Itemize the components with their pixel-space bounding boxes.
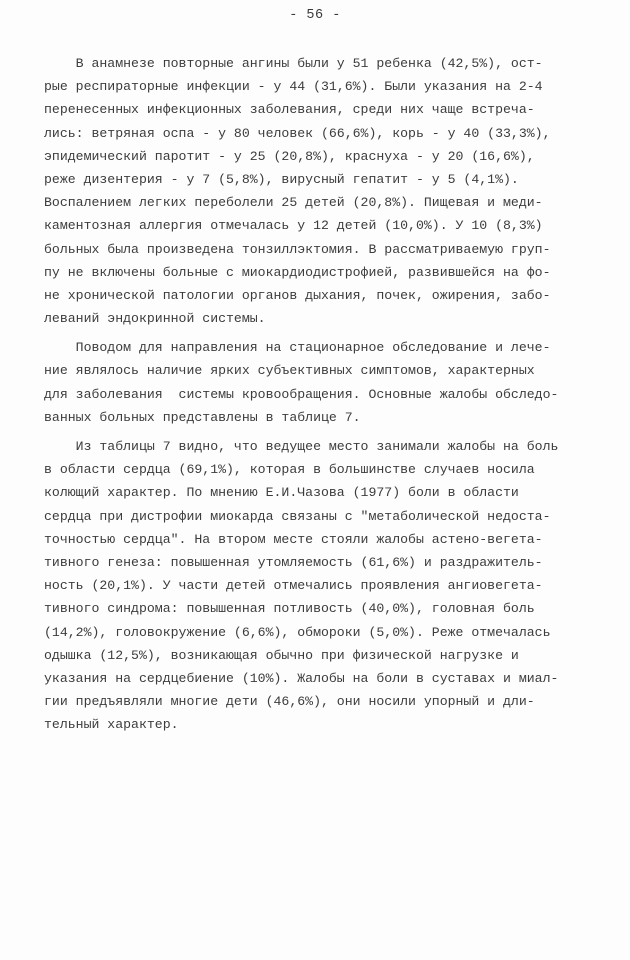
- text-line: указания на сердцебиение (10%). Жалобы на боли в суставах и миал-: [44, 670, 559, 686]
- text-line: тивного синдрома: повышенная потливость (40,0%), головная боль: [44, 601, 535, 617]
- text-line: в области сердца (69,1%), которая в большинстве случаев носила: [44, 462, 535, 478]
- text-line: сердца при дистрофии миокарда связаны с "метаболической недоста-: [44, 508, 551, 524]
- text-line: ванных больных представлены в таблице 7.: [44, 409, 361, 425]
- text-line: эпидемический паротит - у 25 (20,8%), краснуха - у 20 (16,6%),: [44, 148, 535, 164]
- text-line: лись: ветряная оспа - у 80 человек (66,6%), корь - у 40 (33,3%),: [44, 125, 551, 141]
- paragraph-anamnesis: [44, 52, 596, 330]
- text-line: тельный характер.: [44, 717, 179, 733]
- text-line: каментозная аллергия отмечалась у 12 детей (10,0%). У 10 (8,3%): [44, 218, 543, 234]
- text-line: Воспалением легких переболели 25 детей (20,8%). Пищевая и меди-: [44, 195, 543, 211]
- text-line: для заболевания системы кровообращения. Основные жалобы обследо-: [44, 386, 559, 402]
- text-line: колющий характер. По мнению Е.И.Чазова (1977) боли в области: [44, 485, 519, 501]
- text-line: (14,2%), головокружение (6,6%), обмороки (5,0%). Реже отмечалась: [44, 624, 551, 640]
- text-line: больных была произведена тонзиллэктомия. В рассматриваемую груп-: [44, 241, 551, 257]
- text-line: пу не включены больные с миокардиодистрофией, развившейся на фо-: [44, 264, 551, 280]
- text-line: тивного генеза: повышенная утомляемость (61,6%) и раздражитель-: [44, 554, 543, 570]
- text-line: одышка (12,5%), возникающая обычно при физической нагрузке и: [44, 647, 519, 663]
- text-line: не хронической патологии органов дыхания, почек, ожирения, забо-: [44, 287, 551, 303]
- text-line: гии предъявляли многие дети (46,6%), они носили упорный и дли-: [44, 694, 535, 710]
- text-line: реже дизентерия - у 7 (5,8%), вирусный гепатит - у 5 (4,1%).: [44, 171, 519, 187]
- text-line: ность (20,1%). У части детей отмечались проявления ангиовегета-: [44, 578, 543, 594]
- text-line: точностью сердца". На втором месте стояли жалобы астено-вегета-: [44, 531, 543, 547]
- body-text: [44, 52, 596, 736]
- text-line: рые респираторные инфекции - у 44 (31,6%). Были указания на 2-4: [44, 79, 543, 95]
- paragraph-complaints: [44, 435, 596, 736]
- text-line: ние являлось наличие ярких субъективных симптомов, характерных: [44, 363, 535, 379]
- text-line: леваний эндокринной системы.: [44, 311, 266, 327]
- text-line: Из таблицы 7 видно, что ведущее место занимали жалобы на боль: [44, 439, 559, 454]
- text-line: В анамнезе повторные ангины были у 51 ребенка (42,5%), ост-: [44, 56, 543, 71]
- paragraph-referral: [44, 336, 596, 429]
- page-number: - 56 -: [289, 8, 341, 23]
- text-line: перенесенных инфекционных заболевания, среди них чаще встреча-: [44, 102, 535, 118]
- text-line: Поводом для направления на стационарное обследование и лече-: [44, 340, 551, 356]
